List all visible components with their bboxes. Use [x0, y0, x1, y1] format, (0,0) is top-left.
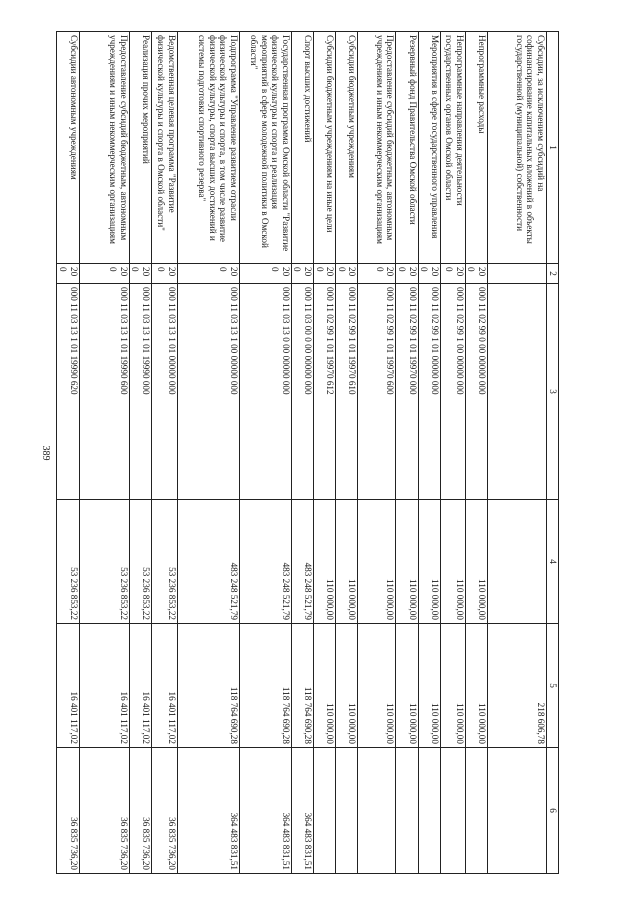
row-value-5: 118 764 690,28 — [291, 624, 313, 748]
rotated-table-area — [58, 31, 559, 873]
row-value-5: 16 401 117,02 — [151, 624, 177, 748]
row-name: Непрограммные направления деятельности государственных органов Омской области — [440, 32, 465, 264]
row-total: 110 000,00 — [396, 500, 418, 624]
row-code: 000 11 03 13 0 00 00000 000 — [239, 284, 291, 500]
table-row — [129, 32, 151, 874]
header-cell: 3 — [547, 284, 559, 500]
row-admin: 200 — [57, 264, 79, 284]
header-cell: 2 — [547, 264, 559, 284]
row-value-5: 110 000,00 — [358, 624, 396, 748]
row-code: 000 11 03 00 0 00 00000 000 — [291, 284, 313, 500]
row-admin: 200 — [239, 264, 291, 284]
row-name: Субсидии автономным учреждениям — [57, 32, 79, 264]
row-code: 000 11 03 13 1 00 00000 000 — [177, 284, 239, 500]
row-value-6: 364 483 831,51 — [177, 748, 239, 874]
row-value-5: 16 401 117,02 — [79, 624, 129, 748]
row-code: 000 11 03 13 1 01 19990 000 — [129, 284, 151, 500]
table-row — [79, 32, 129, 874]
row-name: Реализация прочих мероприятий — [129, 32, 151, 264]
header-row — [547, 32, 559, 874]
row-total: 53 236 853,22 — [151, 500, 177, 624]
table-row — [418, 32, 440, 874]
row-code: 000 11 03 13 1 01 19990 620 — [57, 284, 79, 500]
table-row — [358, 32, 396, 874]
row-name: Государственная программа Омской области "Развитие физической культуры и спорта и реализация мероприятий в сфере молодежной политики в Омской области" — [239, 32, 291, 264]
row-value-5: 110 000,00 — [465, 624, 487, 748]
row-total: 110 000,00 — [358, 500, 396, 624]
row-total: 110 000,00 — [314, 500, 336, 624]
row-value-6: 364 483 831,51 — [239, 748, 291, 874]
header-cell: 5 — [547, 624, 559, 748]
row-admin: 200 — [336, 264, 358, 284]
row-value-6: 36 835 736,20 — [151, 748, 177, 874]
row-total: 53 236 853,22 — [79, 500, 129, 624]
table-row — [336, 32, 358, 874]
table-row — [488, 32, 547, 874]
row-total: 483 248 521,79 — [239, 500, 291, 624]
row-value-6 — [418, 748, 440, 874]
row-name: Предоставление субсидий бюджетным, автономным учреждениям и иным некоммерческим организациям — [358, 32, 396, 264]
row-admin: 200 — [440, 264, 465, 284]
row-code: 000 11 02 99 0 00 00000 000 — [465, 284, 487, 500]
budget-table-container — [58, 31, 559, 873]
row-total — [488, 500, 547, 624]
row-admin: 200 — [314, 264, 336, 284]
header-cell: 6 — [547, 748, 559, 874]
row-admin: 200 — [396, 264, 418, 284]
budget-table — [57, 31, 560, 874]
row-name: Непрограммные расходы — [465, 32, 487, 264]
row-value-6: 36 835 736,20 — [79, 748, 129, 874]
row-name: Ведомственная целевая программа "Развитие физической культуры и спорта в Омской области" — [151, 32, 177, 264]
row-name: Субсидии, за исключением субсидий на софинансирование капитальных вложений в объекты государственной (муниципальной) собственности — [488, 32, 547, 264]
page-number: 389 — [40, 445, 51, 461]
table-row — [151, 32, 177, 874]
row-total: 110 000,00 — [465, 500, 487, 624]
row-code: 000 11 02 99 1 01 19970 600 — [358, 284, 396, 500]
row-admin — [488, 264, 547, 284]
row-admin: 200 — [418, 264, 440, 284]
row-value-5: 110 000,00 — [314, 624, 336, 748]
row-value-6 — [465, 748, 487, 874]
table-row — [396, 32, 418, 874]
row-value-6 — [488, 748, 547, 874]
row-name: Мероприятия в сфере государственного управления — [418, 32, 440, 264]
row-total: 110 000,00 — [418, 500, 440, 624]
row-code: 000 11 02 99 1 01 19970 610 — [336, 284, 358, 500]
table-row — [57, 32, 79, 874]
row-total: 53 236 853,22 — [129, 500, 151, 624]
row-code — [488, 284, 547, 500]
row-value-5: 110 000,00 — [440, 624, 465, 748]
row-value-6 — [314, 748, 336, 874]
table-row — [440, 32, 465, 874]
row-value-5: 16 401 117,02 — [129, 624, 151, 748]
header-cell: 1 — [547, 32, 559, 264]
row-admin: 200 — [79, 264, 129, 284]
row-value-6 — [396, 748, 418, 874]
row-name: Спорт высших достижений — [291, 32, 313, 264]
row-value-6: 364 483 831,51 — [291, 748, 313, 874]
header-cell: 4 — [547, 500, 559, 624]
row-name: Субсидии бюджетным учреждениям на иные цели — [314, 32, 336, 264]
row-value-6 — [440, 748, 465, 874]
row-value-5: 118 764 690,28 — [177, 624, 239, 748]
row-admin: 200 — [358, 264, 396, 284]
row-value-6 — [358, 748, 396, 874]
row-admin: 200 — [465, 264, 487, 284]
row-value-5: 110 000,00 — [336, 624, 358, 748]
table-row — [465, 32, 487, 874]
row-value-6: 36 835 736,20 — [57, 748, 79, 874]
row-total: 110 000,00 — [440, 500, 465, 624]
row-value-6: 36 835 736,20 — [129, 748, 151, 874]
row-total: 110 000,00 — [336, 500, 358, 624]
row-total: 483 248 521,79 — [177, 500, 239, 624]
table-row — [291, 32, 313, 874]
row-code: 000 11 02 99 1 01 19970 000 — [396, 284, 418, 500]
row-name: Резервный фонд Правительства Омской области — [396, 32, 418, 264]
row-code: 000 11 02 99 1 01 19970 612 — [314, 284, 336, 500]
table-row — [239, 32, 291, 874]
row-code: 000 11 02 99 1 00 00000 000 — [440, 284, 465, 500]
row-name: Предоставление субсидий бюджетным, автономным учреждениям и иным некоммерческим организациям — [79, 32, 129, 264]
row-total: 53 236 853,22 — [57, 500, 79, 624]
row-value-5: 16 401 117,02 — [57, 624, 79, 748]
row-value-5: 118 764 690,28 — [239, 624, 291, 748]
row-name: Подпрограмма "Управление развитием отрасли физической культуры и спорта, в том числе развитие физической культуры, спорта высших достижений и системы подготовки спортивного резерва" — [177, 32, 239, 264]
table-row — [177, 32, 239, 874]
table-row — [314, 32, 336, 874]
row-code: 000 11 03 13 1 01 00000 000 — [151, 284, 177, 500]
row-code: 000 11 02 99 1 01 00000 000 — [418, 284, 440, 500]
row-admin: 200 — [151, 264, 177, 284]
row-value-5: 110 000,00 — [418, 624, 440, 748]
row-value-5: 110 000,00 — [396, 624, 418, 748]
row-value-6 — [336, 748, 358, 874]
row-admin: 200 — [177, 264, 239, 284]
row-total: 483 248 521,79 — [291, 500, 313, 624]
row-code: 000 11 03 13 1 01 19990 600 — [79, 284, 129, 500]
row-name: Субсидии бюджетным учреждениям — [336, 32, 358, 264]
row-admin: 200 — [291, 264, 313, 284]
row-admin: 200 — [129, 264, 151, 284]
row-value-5: 218 606,78 — [488, 624, 547, 748]
